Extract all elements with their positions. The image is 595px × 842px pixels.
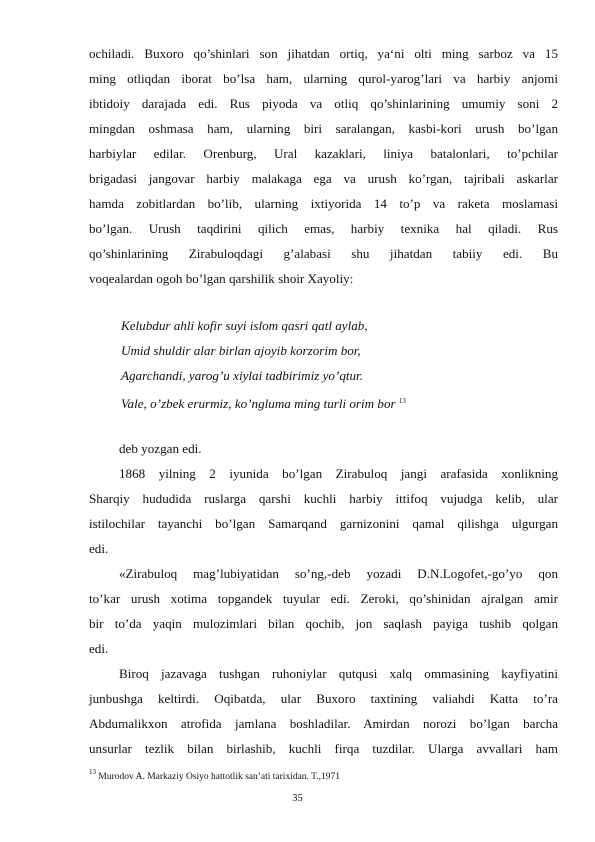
footnote-reference: 13	[398, 397, 406, 405]
text-line: istilochilar tayanchi bo’lgan Samarqand garnizonini qamal qilishga ulgurgan	[89, 516, 558, 531]
verse-line: Kelubdur ahli kofir suyi islom qasri qatl aylab,	[121, 318, 368, 333]
text-line: edi.	[89, 541, 109, 556]
text-line: Abdumalikxon atrofida jamlana boshladilar. Amirdan norozi bo’lgan barcha	[89, 716, 558, 731]
text-line: «Zirabuloq mag’lubiyatidan so’ng,-deb yozadi D.N.Logofet,-go’yo qon	[119, 566, 558, 581]
text-line: junbushga keltirdi. Oqibatda, ular Buxoro taxtining valiahdi Katta to’ra	[89, 691, 558, 706]
text-line: Sharqiy hududida ruslarga qarshi kuchli harbiy ittifoq vujudga kelib, ular	[89, 491, 558, 506]
text-line: to’kar urush xotima topgandek tuyular edi. Zeroki, qo’shinidan ajralgan amir	[89, 591, 558, 606]
verse-line: Umid shuldir alar birlan ajoyib korzorim bor,	[121, 343, 361, 358]
text-line: deb yozgan edi.	[119, 441, 202, 456]
text-line: 1868 yilning 2 iyunida bo’lgan Zirabuloq jangi arafasida xonlikning	[119, 466, 558, 481]
verse-line: Agarchandi, yarog’u xiylai tadbirimiz yo’qtur.	[121, 368, 363, 383]
footnote-number: 13	[89, 768, 96, 776]
text-line: harbiylar edilar. Orenburg, Ural kazaklari, liniya batalonlari, to’pchilar	[89, 146, 558, 161]
text-line: ming otliqdan iborat bo’lsa ham, ularning qurol-yarog’lari va harbiy anjomi	[89, 71, 558, 86]
text-line: edi.	[89, 641, 109, 656]
page-number: 35	[292, 793, 303, 804]
text-line: bo’lgan. Urush taqdirini qilich emas, harbiy texnika hal qiladi. Rus	[89, 221, 558, 236]
footnote-text: Murodov A. Markaziy Osiyo hattotlik san’ati tarixidan. T.,1971	[96, 772, 340, 782]
text-line: voqealardan ogoh bo’lgan qarshilik shoir Xayoliy:	[89, 271, 354, 286]
text-line: bir to’da yaqin mulozimlari bilan qochib, jon saqlash payiga tushib qolgan	[89, 616, 558, 631]
verse-line-with-footnote	[121, 393, 406, 412]
text-line: brigadasi jangovar harbiy malakaga ega va urush ko’rgan, tajribali askarlar	[89, 171, 558, 186]
text-line: hamda zobitlardan bo’lib, ularning ixtiyorida 14 to’p va raketa moslamasi	[89, 196, 558, 211]
text-line: ochiladi. Buxoro qo’shinlari son jihatdan ortiq, ya‘ni olti ming sarboz va 15	[89, 46, 558, 61]
verse-line: Vale, o’zbek erurmiz, ko’ngluma ming turli orim bor	[121, 396, 396, 411]
text-line: unsurlar tezlik bilan birlashib, kuchli firqa tuzdilar. Ularga avvallari ham	[89, 741, 558, 756]
text-line: qo’shinlarining Zirabuloqdagi g’alabasi shu jihatdan tabiiy edi. Bu	[89, 246, 558, 261]
text-line: mingdan oshmasa ham, ularning biri saralangan, kasbi-kori urush bo’lgan	[89, 121, 558, 136]
footnote	[89, 768, 340, 782]
text-line: Biroq jazavaga tushgan ruhoniylar qutqusi xalq ommasining kayfiyatini	[119, 666, 558, 681]
text-line: ibtidoiy darajada edi. Rus piyoda va otliq qo’shinlarining umumiy soni 2	[89, 96, 558, 111]
